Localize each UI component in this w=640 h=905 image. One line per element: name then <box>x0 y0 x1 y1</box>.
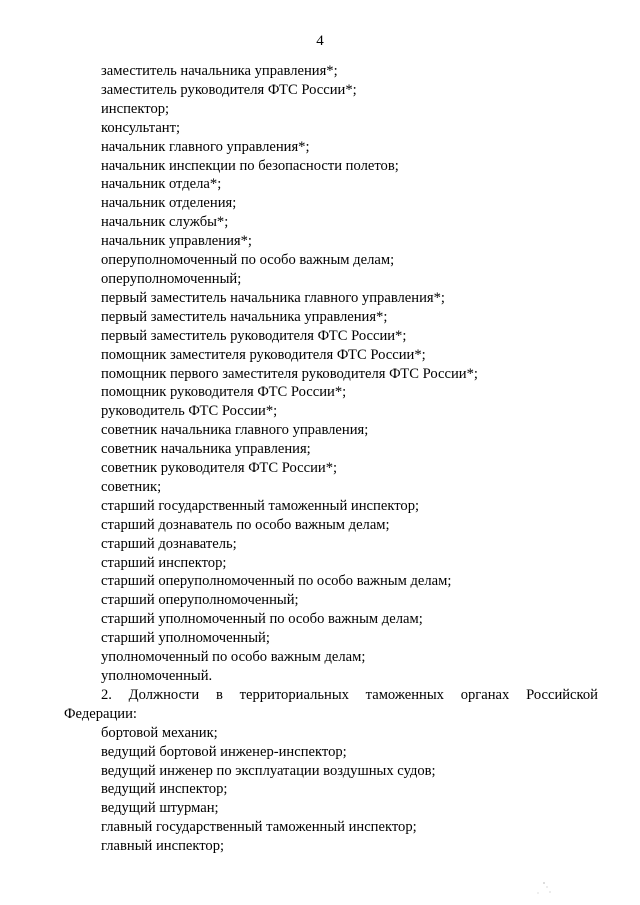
position-item: первый заместитель начальника главного управления*; <box>101 289 445 306</box>
section-2-heading-continuation: Федерации: <box>64 705 137 722</box>
scan-artifact <box>514 879 554 897</box>
position-item: старший дознаватель; <box>101 535 237 552</box>
position-item: главный государственный таможенный инспектор; <box>101 819 417 836</box>
position-item: первый заместитель руководителя ФТС России*; <box>101 327 407 344</box>
position-item: бортовой механик; <box>101 724 218 741</box>
position-item: ведущий бортовой инженер-инспектор; <box>101 743 347 760</box>
position-item: консультант; <box>101 119 181 136</box>
position-item: заместитель начальника управления*; <box>101 63 338 79</box>
position-item: начальник службы*; <box>101 214 229 231</box>
position-item: советник руководителя ФТС России*; <box>101 460 338 477</box>
position-item: первый заместитель начальника управления*; <box>101 308 388 325</box>
position-list-territorial <box>64 724 598 856</box>
position-item: старший дознаватель по особо важным делам; <box>101 516 390 533</box>
page-number: 4 <box>316 33 324 49</box>
position-list-central <box>64 62 598 686</box>
position-item: старший оперуполномоченный по особо важным делам; <box>101 573 452 590</box>
position-item: советник; <box>101 478 162 495</box>
position-item: оперуполномоченный по особо важным делам; <box>101 252 395 269</box>
position-item: начальник отдела*; <box>101 176 222 193</box>
section-2-heading: 2. Должности в территориальных таможенных органах Российской <box>101 686 598 703</box>
position-item: инспектор; <box>101 100 170 117</box>
position-item: ведущий штурман; <box>101 800 219 817</box>
position-item: старший государственный таможенный инспектор; <box>101 497 420 514</box>
position-item: помощник заместителя руководителя ФТС России*; <box>101 346 426 363</box>
position-item: советник начальника управления; <box>101 441 311 458</box>
position-item: ведущий инженер по эксплуатации воздушных судов; <box>101 762 436 779</box>
position-item: уполномоченный. <box>101 668 213 684</box>
position-item: помощник первого заместителя руководителя ФТС России*; <box>101 365 478 382</box>
position-item: старший уполномоченный по особо важным делам; <box>101 611 423 628</box>
position-item: старший уполномоченный; <box>101 630 270 647</box>
position-item: старший инспектор; <box>101 554 227 571</box>
position-item: советник начальника главного управления; <box>101 422 369 439</box>
position-item: руководитель ФТС России*; <box>101 403 278 420</box>
position-item: оперуполномоченный; <box>101 270 242 287</box>
position-item: начальник главного управления*; <box>101 138 310 155</box>
position-item: уполномоченный по особо важным делам; <box>101 649 366 666</box>
position-item: ведущий инспектор; <box>101 781 228 798</box>
position-item: старший оперуполномоченный; <box>101 592 299 609</box>
position-item: главный инспектор; <box>101 838 225 855</box>
position-item: начальник отделения; <box>101 195 237 212</box>
position-item: заместитель руководителя ФТС России*; <box>101 81 357 98</box>
position-item: начальник инспекции по безопасности полетов; <box>101 157 399 174</box>
position-item: начальник управления*; <box>101 233 252 250</box>
document-body <box>64 62 598 856</box>
position-item: помощник руководителя ФТС России*; <box>101 384 347 401</box>
